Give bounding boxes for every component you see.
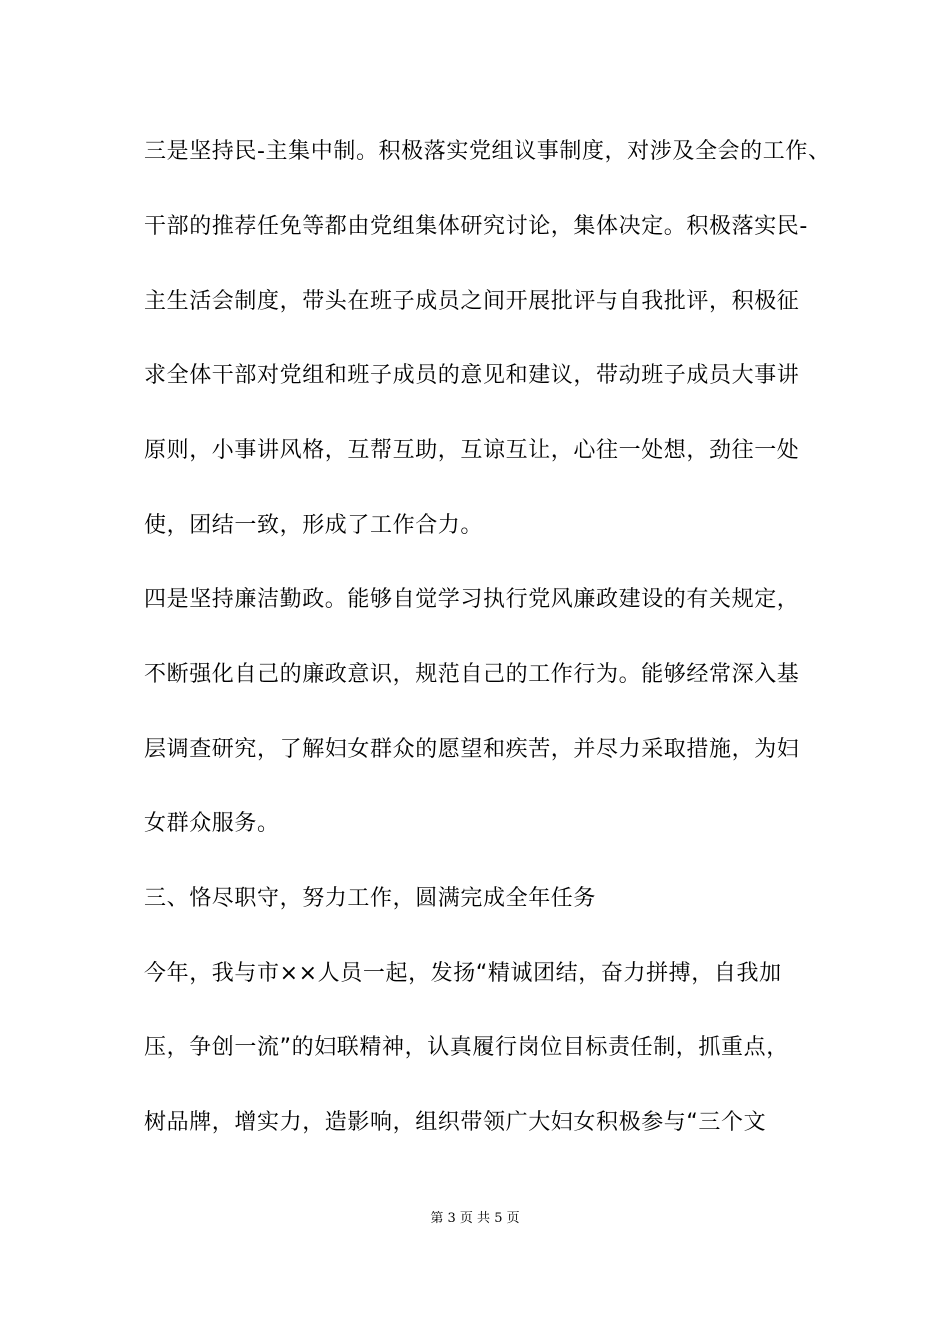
text-line-6: 使，团结一致，形成了工作合力。 (144, 513, 484, 538)
text-line-9: 层调查研究，了解妇女群众的愿望和疾苦，并尽力采取措施，为妇 (144, 737, 800, 762)
text-line-10: 女群众服务。 (144, 811, 280, 836)
text-line-3: 主生活会制度，带头在班子成员之间开展批评与自我批评，积极征 (144, 289, 800, 314)
section-heading: 三、恪尽职守，努力工作，圆满完成全年任务 (144, 886, 597, 911)
text-line-12: 今年，我与市××人员一起，发扬“精诚团结，奋力拼搏，自我加 (144, 961, 782, 986)
text-line-5: 原则，小事讲风格，互帮互助，互谅互让，心往一处想，劲往一处 (144, 438, 800, 463)
text-line-14: 树品牌，增实力，造影响，组织带领广大妇女积极参与“三个文 (144, 1110, 767, 1135)
text-line-13: 压，争创一流”的妇联精神，认真履行岗位目标责任制，抓重点， (144, 1035, 789, 1060)
text-line-1: 三是坚持民-主集中制。积极落实党组议事制度，对涉及全会的工作、 (144, 139, 831, 164)
text-line-7: 四是坚持廉洁勤政。能够自觉学习执行党风廉政建设的有关规定， (144, 587, 800, 612)
page-number-footer: 第 3 页 共 5 页 (430, 1211, 520, 1226)
text-line-4: 求全体干部对党组和班子成员的意见和建议，带动班子成员大事讲 (144, 363, 800, 388)
text-line-2: 干部的推荐任免等都由党组集体研究讨论，集体决定。积极落实民- (144, 214, 808, 239)
text-line-8: 不断强化自己的廉政意识，规范自己的工作行为。能够经常深入基 (144, 662, 800, 687)
